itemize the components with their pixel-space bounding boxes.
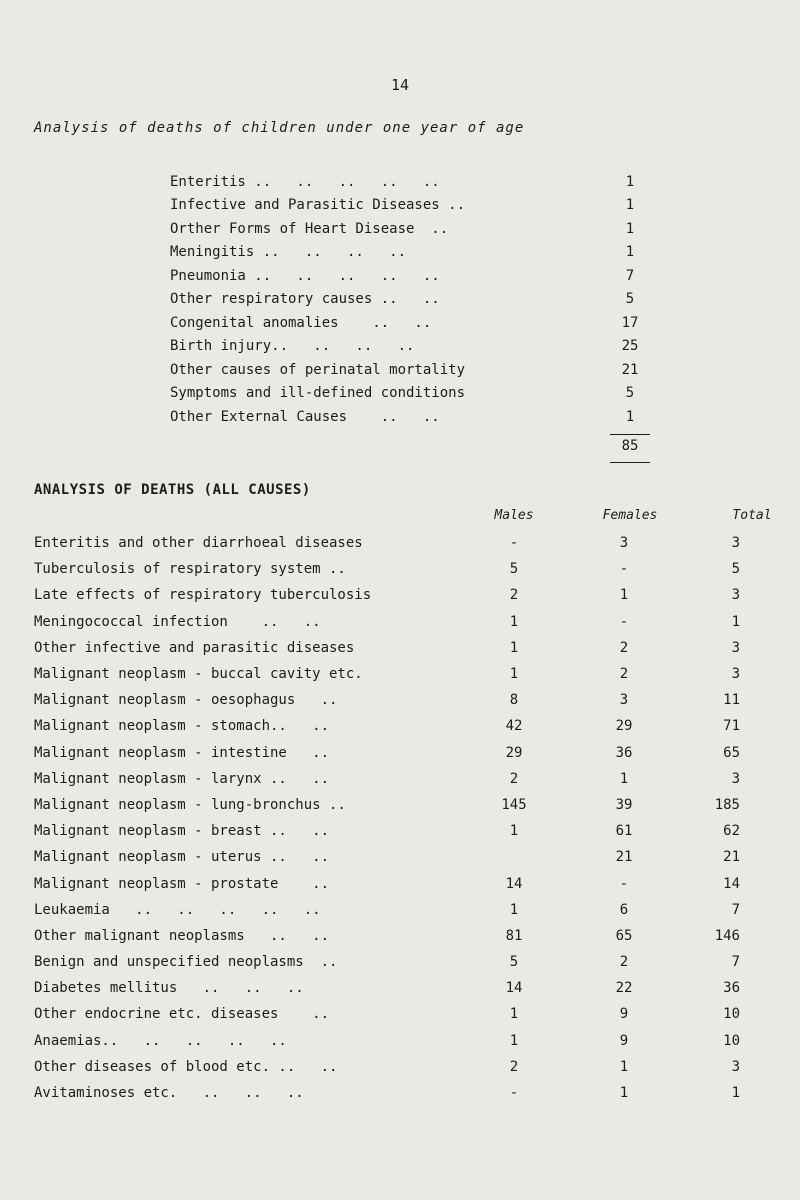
table-row (34, 740, 780, 766)
males-count: 145 (501, 796, 527, 813)
table-row (34, 1080, 780, 1106)
table-row (34, 949, 780, 975)
table-row (34, 635, 780, 661)
cause-label: Other endocrine etc. diseases .. (34, 1006, 330, 1023)
infant-deaths-table (170, 170, 650, 429)
total-count: 3 (731, 1058, 740, 1075)
table-row (34, 530, 780, 556)
females-count: 2 (619, 666, 629, 683)
females-count: - (619, 875, 629, 892)
males-count: 14 (505, 980, 523, 997)
males-count: 29 (505, 744, 523, 761)
females-count: 36 (615, 744, 633, 761)
table-row (34, 713, 780, 739)
death-count: 1 (625, 197, 635, 214)
total-rule-bottom (610, 462, 650, 463)
total-count: 7 (731, 954, 740, 971)
table-row (34, 661, 780, 687)
table-row (34, 1001, 780, 1027)
death-count: 1 (625, 408, 635, 425)
males-count: 5 (509, 561, 519, 578)
males-count: - (509, 535, 519, 552)
cause-label: Other External Causes .. .. (170, 408, 440, 425)
cause-label: Leukaemia .. .. .. .. .. (34, 901, 321, 918)
total-count: 10 (723, 1006, 740, 1023)
table-row (170, 194, 650, 218)
males-count: 2 (509, 770, 519, 787)
cause-label: Malignant neoplasm - oesophagus .. (34, 692, 338, 709)
females-count: 61 (615, 823, 633, 840)
males-count: 1 (509, 613, 519, 630)
death-count: 5 (625, 291, 635, 308)
table-row (170, 382, 650, 406)
total-column-header: Total (732, 508, 772, 523)
table-row (170, 217, 650, 241)
females-count: 1 (619, 587, 629, 604)
males-count: 1 (509, 1006, 519, 1023)
females-count: - (619, 613, 629, 630)
cause-label: Malignant neoplasm - uterus .. .. (34, 849, 330, 866)
females-count: 3 (619, 692, 629, 709)
males-count: 14 (505, 875, 523, 892)
cause-label: Meningitis .. .. .. .. (170, 244, 407, 261)
table-row (34, 870, 780, 896)
cause-label: Congenital anomalies .. .. (170, 314, 432, 331)
females-count: 22 (615, 980, 633, 997)
total-count: 3 (731, 535, 740, 552)
males-count: 1 (509, 639, 519, 656)
table-row (34, 792, 780, 818)
males-count: 1 (509, 666, 519, 683)
total-count: 185 (714, 796, 740, 813)
total-count: 14 (723, 875, 740, 892)
total-count: 3 (731, 666, 740, 683)
cause-label: Tuberculosis of respiratory system .. (34, 561, 346, 578)
death-count: 25 (621, 338, 639, 355)
cause-label: Other causes of perinatal mortality (170, 361, 466, 378)
cause-label: Other malignant neoplasms .. .. (34, 927, 330, 944)
table-row (34, 1054, 780, 1080)
cause-label: Pneumonia .. .. .. .. .. (170, 267, 440, 284)
females-count: 6 (619, 901, 629, 918)
table-row (34, 582, 780, 608)
total-count: 3 (731, 587, 740, 604)
females-count: 65 (615, 927, 633, 944)
table-row (170, 241, 650, 265)
cause-label: Birth injury.. .. .. .. (170, 338, 415, 355)
total-count: 1 (731, 1085, 740, 1102)
cause-label: Malignant neoplasm - lung-bronchus .. (34, 796, 346, 813)
page-number: 14 (390, 76, 410, 94)
table-row (34, 897, 780, 923)
infant-deaths-heading: Analysis of deaths of children under one year of age (34, 120, 525, 136)
males-count: 1 (509, 823, 519, 840)
males-count: 5 (509, 954, 519, 971)
all-causes-table (34, 530, 780, 1106)
death-count: 7 (625, 267, 635, 284)
table-row (34, 844, 780, 870)
table-row (170, 264, 650, 288)
cause-label: Malignant neoplasm - intestine .. (34, 744, 330, 761)
total-count: 146 (714, 927, 740, 944)
cause-label: Meningococcal infection .. .. (34, 613, 321, 630)
cause-label: Orther Forms of Heart Disease .. (170, 220, 449, 237)
total-count: 62 (723, 823, 740, 840)
total-count: 3 (731, 639, 740, 656)
females-count: 39 (615, 796, 633, 813)
table-row (170, 288, 650, 312)
table-row (34, 818, 780, 844)
cause-label: Malignant neoplasm - buccal cavity etc. (34, 666, 363, 683)
females-count: 3 (619, 535, 629, 552)
males-count: 8 (509, 692, 519, 709)
males-count: 42 (505, 718, 523, 735)
cause-label: Malignant neoplasm - larynx .. .. (34, 770, 330, 787)
table-row (170, 335, 650, 359)
table-row (34, 766, 780, 792)
males-count: 1 (509, 901, 519, 918)
table-row (34, 923, 780, 949)
males-count: 2 (509, 587, 519, 604)
death-count: 1 (625, 244, 635, 261)
cause-label: Benign and unspecified neoplasms .. (34, 954, 338, 971)
cause-label: Enteritis .. .. .. .. .. (170, 173, 440, 190)
females-count: - (619, 561, 629, 578)
table-row (34, 556, 780, 582)
infant-total: 85 (621, 438, 639, 454)
death-count: 1 (625, 173, 635, 190)
females-count: 2 (619, 954, 629, 971)
table-row (34, 975, 780, 1001)
cause-label: Anaemias.. .. .. .. .. (34, 1032, 287, 1049)
cause-label: Symptoms and ill-defined conditions (170, 385, 466, 402)
table-row (34, 1028, 780, 1054)
total-count: 1 (731, 613, 740, 630)
females-count: 1 (619, 770, 629, 787)
total-count: 11 (723, 692, 740, 709)
males-count: 1 (509, 1032, 519, 1049)
death-count: 21 (621, 361, 639, 378)
death-count: 5 (625, 385, 635, 402)
females-count: 9 (619, 1032, 629, 1049)
females-count: 21 (615, 849, 633, 866)
all-causes-heading: ANALYSIS OF DEATHS (ALL CAUSES) (34, 482, 311, 498)
table-row (170, 405, 650, 429)
males-column-header: Males (494, 508, 534, 523)
total-count: 5 (731, 561, 740, 578)
females-count: 29 (615, 718, 633, 735)
death-count: 17 (621, 314, 639, 331)
total-count: 21 (723, 849, 740, 866)
cause-label: Avitaminoses etc. .. .. .. (34, 1085, 304, 1102)
females-count: 1 (619, 1058, 629, 1075)
cause-label: Other respiratory causes .. .. (170, 291, 440, 308)
death-count: 1 (625, 220, 635, 237)
cause-label: Malignant neoplasm - breast .. .. (34, 823, 330, 840)
cause-label: Infective and Parasitic Diseases .. (170, 197, 466, 214)
cause-label: Diabetes mellitus .. .. .. (34, 980, 304, 997)
males-count: 81 (505, 927, 523, 944)
table-row (34, 609, 780, 635)
males-count: - (509, 1085, 519, 1102)
total-count: 36 (723, 980, 740, 997)
females-column-header: Females (602, 508, 658, 523)
cause-label: Malignant neoplasm - stomach.. .. (34, 718, 330, 735)
males-count: 2 (509, 1058, 519, 1075)
table-row (170, 358, 650, 382)
cause-label: Other infective and parasitic diseases (34, 639, 355, 656)
table-row (170, 170, 650, 194)
total-count: 65 (723, 744, 740, 761)
cause-label: Malignant neoplasm - prostate .. (34, 875, 330, 892)
females-count: 2 (619, 639, 629, 656)
cause-label: Other diseases of blood etc. .. .. (34, 1058, 338, 1075)
total-rule-top (610, 434, 650, 435)
table-row (34, 687, 780, 713)
total-count: 10 (723, 1032, 740, 1049)
total-count: 3 (731, 770, 740, 787)
table-row (170, 311, 650, 335)
cause-label: Enteritis and other diarrhoeal diseases (34, 535, 363, 552)
females-count: 9 (619, 1006, 629, 1023)
total-count: 7 (731, 901, 740, 918)
females-count: 1 (619, 1085, 629, 1102)
total-count: 71 (723, 718, 740, 735)
cause-label: Late effects of respiratory tuberculosis (34, 587, 372, 604)
